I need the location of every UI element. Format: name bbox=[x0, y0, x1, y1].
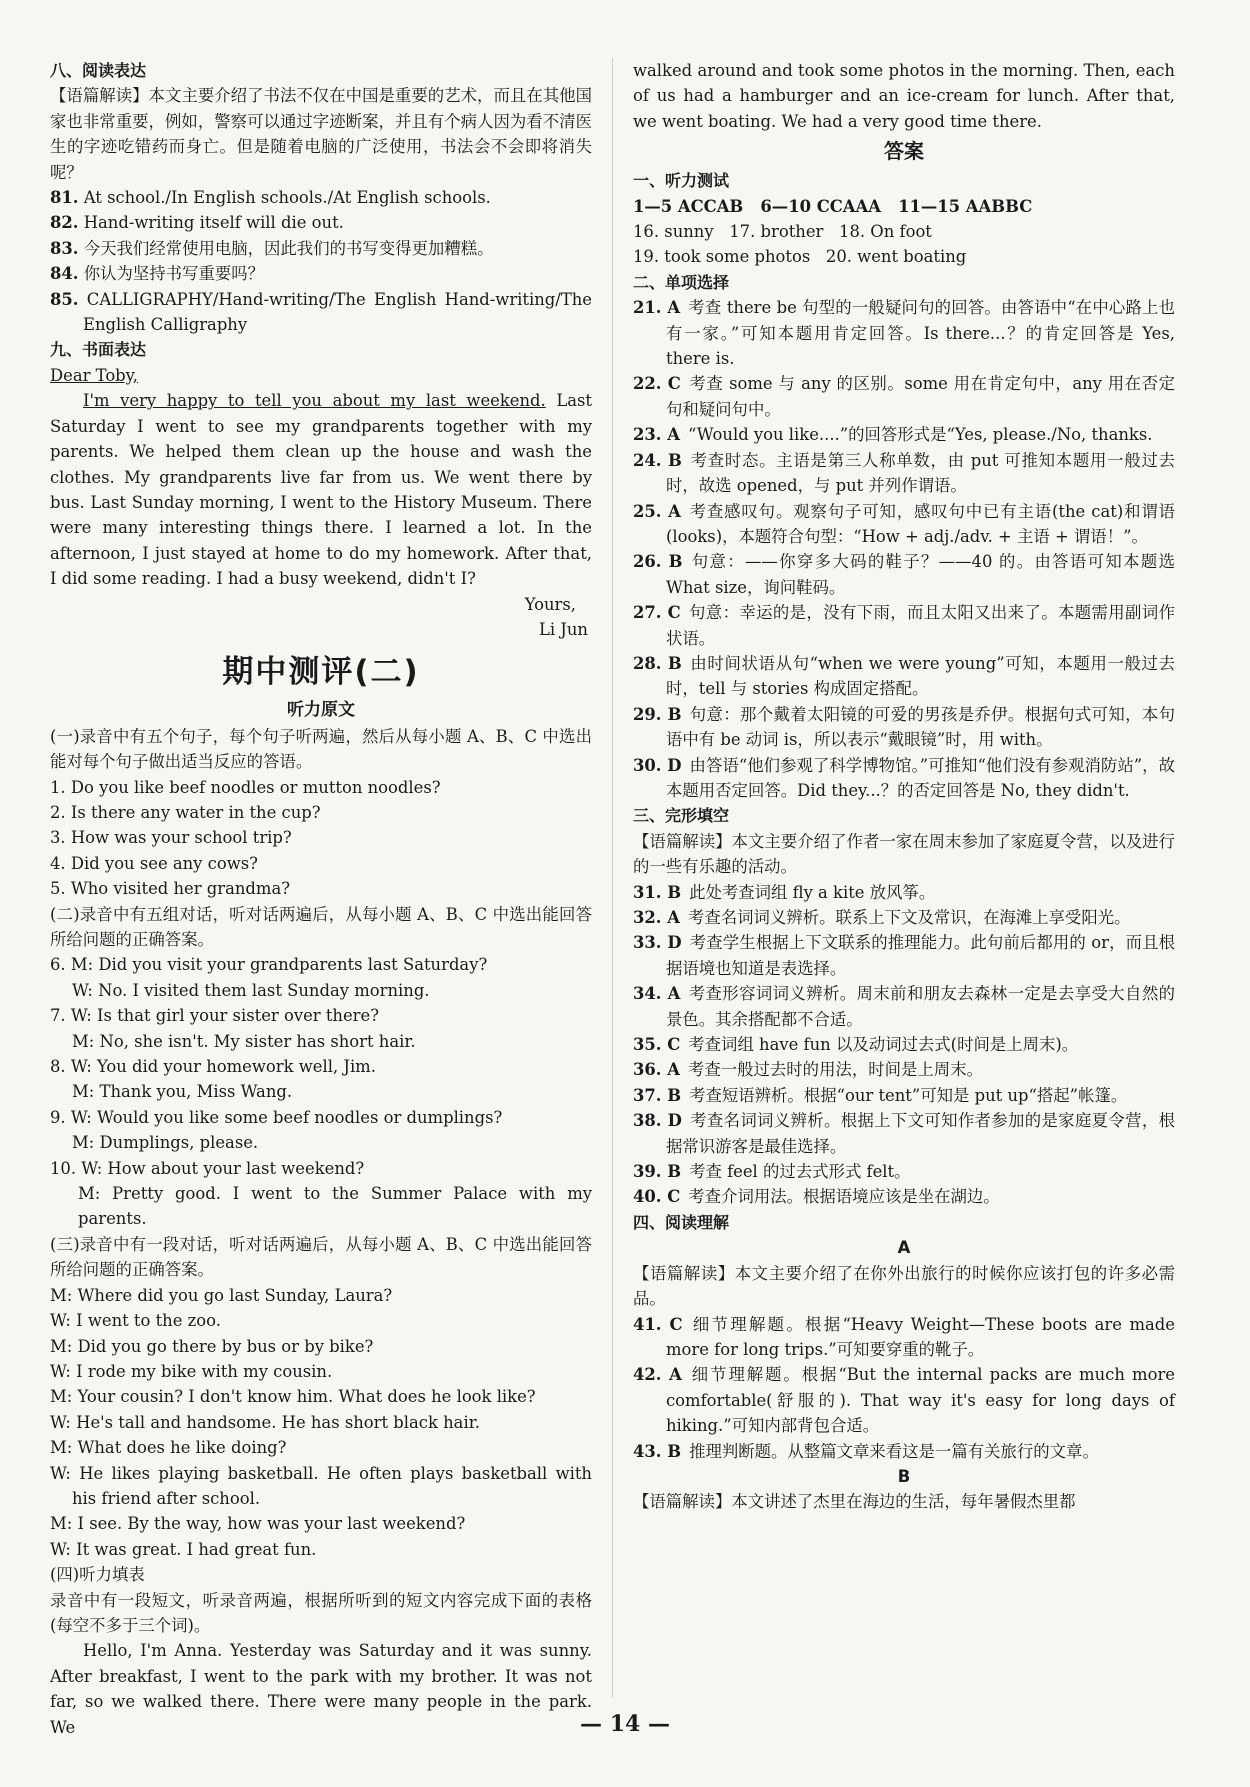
answer-40 bbox=[633, 1184, 1175, 1209]
answer-27 bbox=[633, 600, 1175, 651]
answer-text: At school./In English schools./At English schools. bbox=[83, 188, 491, 208]
answer-key: 35. C bbox=[633, 1035, 681, 1055]
answer-26 bbox=[633, 549, 1175, 600]
dialog-line: M: Pretty good. I went to the Summer Palace with my parents. bbox=[78, 1184, 592, 1229]
answer-explanation: 考查词组 have fun 以及动词过去式(时间是上周末)。 bbox=[688, 1035, 1079, 1055]
answer-key: 34. A bbox=[633, 984, 681, 1004]
answer-explanation: 考查名词词义辨析。联系上下文及常识，在海滩上享受阳光。 bbox=[687, 908, 1131, 927]
answer-key: 32. A bbox=[633, 908, 680, 927]
answer-38 bbox=[633, 1108, 1175, 1159]
conversation-line: W: It was great. I had great fun. bbox=[50, 1539, 317, 1559]
answer-41 bbox=[633, 1312, 1175, 1363]
left-column bbox=[50, 58, 592, 1740]
instruction-2: (二)录音中有五组对话，听对话两遍后，从每小题 A、B、C 中选出能回答所给问题的正确答案。 bbox=[50, 904, 592, 949]
question-number: 81. bbox=[50, 188, 79, 208]
answer-22 bbox=[633, 371, 1175, 422]
answer-explanation: 考查感叹句。观察句子可知，感叹句中已有主语(the cat)和谓语(looks)，本题符合句型：“How + adj./adv. + 主语 + 谓语！”。 bbox=[666, 501, 1175, 546]
answer-key: 38. D bbox=[633, 1111, 682, 1131]
answer-23 bbox=[633, 422, 1175, 447]
answer-key: 25. A bbox=[633, 501, 681, 521]
section-heading: 二、单项选择 bbox=[633, 272, 730, 292]
sentence-4: 4. Did you see any cows? bbox=[50, 853, 258, 873]
answer-explanation: 由答语“他们参观了科学博物馆。”可推知“他们没有参观消防站”，故本题用否定回答。Did they...？的否定回答是 No, they didn't. bbox=[666, 755, 1175, 800]
answer-25 bbox=[633, 499, 1175, 550]
listening-script-title: 听力原文 bbox=[287, 700, 355, 721]
answer-31 bbox=[633, 880, 1175, 905]
column-divider bbox=[612, 58, 613, 1698]
letter-first-sentence: I'm very happy to tell you about my last weekend. bbox=[83, 391, 546, 411]
answer-39 bbox=[633, 1159, 1175, 1184]
section-heading: 三、完形填空 bbox=[633, 806, 730, 826]
section-heading: 四、阅读理解 bbox=[633, 1212, 730, 1232]
part-a-heading: A bbox=[897, 1238, 911, 1258]
answer-key: 33. D bbox=[633, 933, 682, 953]
answer-explanation: 考查 feel 的过去式形式 felt。 bbox=[689, 1162, 911, 1182]
question-number: 83. bbox=[50, 238, 79, 258]
passage-summary: 【语篇解读】本文主要介绍了作者一家在周末参加了家庭夏令营，以及进行的一些有乐趣的活动。 bbox=[633, 831, 1175, 877]
answer-text: CALLIGRAPHY/Hand-writing/The English Hand-writing/The English Calligraphy bbox=[83, 289, 593, 335]
conversation-line: M: What does he like doing? bbox=[50, 1438, 287, 1458]
answer-text: 你认为坚持书写重要吗？ bbox=[83, 264, 265, 284]
letter-body bbox=[50, 388, 592, 591]
answer-84 bbox=[50, 261, 592, 286]
conversation-line: M: I see. By the way, how was your last weekend? bbox=[50, 1514, 466, 1534]
answer-explanation: “Would you like....”的回答形式是“Yes, please./No, thanks. bbox=[687, 425, 1153, 445]
section-heading: 九、书面表达 bbox=[50, 340, 147, 360]
passage-summary: 【语篇解读】本文主要介绍了书法不仅在中国是重要的艺术，而且在其他国家也非常重要，例如，警察可以通过字迹断案，并且有个病人因为看不清医生的字迹吃错药而身亡。但是随着电脑的广泛使用，书法会不会即将消失呢？ bbox=[50, 86, 592, 182]
answer-key: 28. B bbox=[633, 653, 682, 673]
answer-21 bbox=[633, 295, 1175, 371]
letter-rest: Last Saturday I went to see my grandparents together with my parents. We helped them clean up the house and wash the clothes. My grandparents live far from us. We went there by bus. Last Sunday morning, I went to the History Museum. There were many interesting things there. I learned a lot. In the afternoon, I just stayed at home to do my homework. After that, I did some reading. I had a busy weekend, didn't I? bbox=[50, 391, 592, 589]
answer-explanation: 考查形容词词义辨析。周末前和朋友去森林一定是去享受大自然的景色。其余搭配都不合适。 bbox=[666, 984, 1175, 1029]
page-number: — 14 — bbox=[580, 1711, 670, 1737]
dialog-line: M: No, she isn't. My sister has short hair. bbox=[72, 1031, 416, 1051]
instruction-3: (三)录音中有一段对话，听对话两遍后，从每小题 A、B、C 中选出能回答所给问题的正确答案。 bbox=[50, 1234, 592, 1280]
answer-explanation: 此处考查词组 fly a kite 放风筝。 bbox=[689, 882, 936, 902]
right-column bbox=[633, 58, 1175, 1515]
answer-85 bbox=[50, 287, 592, 338]
section-heading: 八、阅读表达 bbox=[50, 61, 147, 80]
answer-key: 22. C bbox=[633, 374, 681, 394]
conversation-line: M: Did you go there by bus or by bike? bbox=[50, 1336, 374, 1356]
answer-key: 36. A bbox=[633, 1060, 680, 1080]
answer-explanation: 推理判断题。从整篇文章来看这是一篇有关旅行的文章。 bbox=[689, 1441, 1099, 1461]
dialog-line: 8. W: You did your homework well, Jim. bbox=[50, 1057, 376, 1077]
question-number: 82. bbox=[50, 213, 79, 233]
answer-key: 21. A bbox=[633, 298, 681, 318]
answer-explanation: 考查介词用法。根据语境应该是坐在湖边。 bbox=[688, 1187, 1000, 1207]
passage-text: Hello, I'm Anna. Yesterday was Saturday and it was sunny. After breakfast, I went to the park with my brother. It was not far, so we walked there. There were many people in the park. We bbox=[50, 1641, 592, 1737]
answers-title: 答案 bbox=[884, 139, 924, 164]
answer-32 bbox=[633, 905, 1175, 930]
answer-24 bbox=[633, 448, 1175, 499]
answer-key: 42. A bbox=[633, 1365, 682, 1385]
answer-explanation: 考查短语辨析。根据“our tent”可知是 put up“搭起”帐篷。 bbox=[689, 1085, 1128, 1105]
listening-answers: 16. sunny 17. brother 18. On foot bbox=[633, 222, 932, 242]
dialog-line: M: Thank you, Miss Wang. bbox=[72, 1082, 293, 1102]
answer-explanation: 句意：那个戴着太阳镜的可爱的男孩是乔伊。根据句式可知，本句语中有 be 动词 is，所以表示“戴眼镜”时，用 with。 bbox=[666, 704, 1176, 750]
answer-explanation: 由时间状语从句“when we were young”可知，本题用一般过去时，tell 与 stories 构成固定搭配。 bbox=[666, 653, 1175, 699]
answer-28 bbox=[633, 651, 1175, 702]
instruction-4-heading: (四)听力填表 bbox=[50, 1565, 145, 1585]
answer-35 bbox=[633, 1032, 1175, 1057]
answer-explanation: 句意：幸运的是，没有下雨，而且太阳又出来了。本题需用副词作状语。 bbox=[666, 603, 1175, 648]
answer-key: 37. B bbox=[633, 1085, 682, 1105]
answer-key: 24. B bbox=[633, 450, 682, 470]
answer-key: 41. C bbox=[633, 1314, 683, 1334]
dialog-line: 7. W: Is that girl your sister over there? bbox=[50, 1006, 379, 1026]
conversation-line: W: I rode my bike with my cousin. bbox=[50, 1361, 333, 1381]
answer-30 bbox=[633, 753, 1175, 804]
instruction-4: 录音中有一段短文，听录音两遍，根据所听到的短文内容完成下面的表格(每空不多于三个词)。 bbox=[50, 1590, 592, 1635]
sentence-2: 2. Is there any water in the cup? bbox=[50, 802, 321, 822]
answer-explanation: 句意：——你穿多大码的鞋子？——40 的。由答语可知本题选 What size，询问鞋码。 bbox=[666, 552, 1175, 597]
sentence-1: 1. Do you like beef noodles or mutton noodles? bbox=[50, 777, 441, 797]
conversation-line: W: He likes playing basketball. He often plays basketball with his friend after school. bbox=[50, 1463, 592, 1508]
answer-key: 40. C bbox=[633, 1187, 681, 1207]
answer-43 bbox=[633, 1439, 1175, 1464]
answer-explanation: 细节理解题。根据“Heavy Weight—These boots are made more for long trips.”可知要穿重的靴子。 bbox=[666, 1314, 1175, 1359]
conversation-line: W: I went to the zoo. bbox=[50, 1311, 221, 1331]
answer-42 bbox=[633, 1362, 1175, 1438]
answer-explanation: 考查时态。主语是第三人称单数，由 put 可推知本题用一般过去时，故选 opened，与 put 并列作谓语。 bbox=[666, 450, 1175, 496]
sentence-3: 3. How was your school trip? bbox=[50, 828, 292, 848]
letter-greeting: Dear Toby, bbox=[50, 365, 138, 385]
answer-key: 31. B bbox=[633, 882, 682, 902]
passage-continuation: walked around and took some photos in the morning. Then, each of us had a hamburger and an ice-cream for lunch. After that, we went boating. We had a very good time there. bbox=[633, 61, 1175, 131]
answer-explanation: 考查一般过去时的用法，时间是上周末。 bbox=[687, 1060, 983, 1080]
answer-33 bbox=[633, 930, 1175, 981]
answer-text: 今天我们经常使用电脑，因此我们的书写变得更加糟糕。 bbox=[83, 238, 494, 258]
conversation-line: M: Where did you go last Sunday, Laura? bbox=[50, 1285, 393, 1305]
answer-key: 29. B bbox=[633, 704, 682, 724]
listening-answers: 1—5 ACCAB 6—10 CCAAA 11—15 AABBC bbox=[633, 196, 1033, 216]
answer-key: 26. B bbox=[633, 552, 683, 572]
answer-83 bbox=[50, 236, 592, 261]
answer-key: 39. B bbox=[633, 1162, 682, 1182]
section-heading: 一、听力测试 bbox=[633, 171, 730, 191]
dialog-line: 10. W: How about your last weekend? bbox=[50, 1158, 365, 1178]
dialog-line: W: No. I visited them last Sunday morning. bbox=[72, 980, 430, 1000]
question-number: 84. bbox=[50, 264, 79, 284]
sentence-5: 5. Who visited her grandma? bbox=[50, 879, 291, 899]
answer-key: 27. C bbox=[633, 603, 681, 623]
conversation-line: M: Your cousin? I don't know him. What does he look like? bbox=[50, 1387, 536, 1407]
dialog-line: 9. W: Would you like some beef noodles or dumplings? bbox=[50, 1107, 503, 1127]
question-number: 85. bbox=[50, 289, 79, 309]
answer-key: 43. B bbox=[633, 1441, 682, 1461]
listening-answers: 19. took some photos 20. went boating bbox=[633, 247, 967, 267]
answer-explanation: 细节理解题。根据“But the internal packs are much more comfortable(舒服的). That way it's easy for long days of hiking.”可知内部背包合适。 bbox=[666, 1365, 1175, 1436]
answer-34 bbox=[633, 981, 1175, 1032]
answer-29 bbox=[633, 702, 1175, 753]
conversation-line: W: He's tall and handsome. He has short black hair. bbox=[50, 1412, 480, 1432]
answer-explanation: 考查名词词义辨析。根据上下文可知作者参加的是家庭夏令营，根据常识游客是最佳选择。 bbox=[666, 1111, 1176, 1156]
answer-explanation: 考查学生根据上下文联系的推理能力。此句前后都用的 or，而且根据语境也知道是表选择。 bbox=[666, 933, 1175, 978]
answer-81 bbox=[50, 185, 592, 210]
answer-key: 23. A bbox=[633, 425, 680, 445]
dialog-line: M: Dumplings, please. bbox=[72, 1133, 259, 1153]
answer-37 bbox=[633, 1083, 1175, 1108]
dialog-line: 6. M: Did you visit your grandparents last Saturday? bbox=[50, 955, 488, 975]
passage-summary: 【语篇解读】本文主要介绍了在你外出旅行的时候你应该打包的许多必需品。 bbox=[633, 1263, 1175, 1309]
passage-summary: 【语篇解读】本文讲述了杰里在海边的生活，每年暑假杰里都 bbox=[633, 1492, 1076, 1512]
answer-key: 30. D bbox=[633, 755, 682, 775]
letter-closing: Yours, bbox=[524, 594, 576, 614]
letter-signature: Li Jun bbox=[538, 619, 588, 639]
answer-explanation: 考查 some 与 any 的区别。some 用在肯定句中，any 用在否定句和疑问句中。 bbox=[666, 374, 1175, 419]
answer-36 bbox=[633, 1057, 1175, 1082]
instruction-1: (一)录音中有五个句子，每个句子听两遍，然后从每小题 A、B、C 中选出能对每个句子做出适当反应的答语。 bbox=[50, 726, 592, 772]
part-b-heading: B bbox=[897, 1466, 911, 1486]
answer-explanation: 考查 there be 句型的一般疑问句的回答。由答语中“在中心路上也有一家。”可知本题用肯定回答。Is there...？的肯定回答是 Yes, there is. bbox=[666, 298, 1175, 369]
answer-82 bbox=[50, 210, 592, 235]
answer-text: Hand-writing itself will die out. bbox=[83, 213, 344, 233]
exam-title: 期中测评(二) bbox=[222, 654, 420, 691]
